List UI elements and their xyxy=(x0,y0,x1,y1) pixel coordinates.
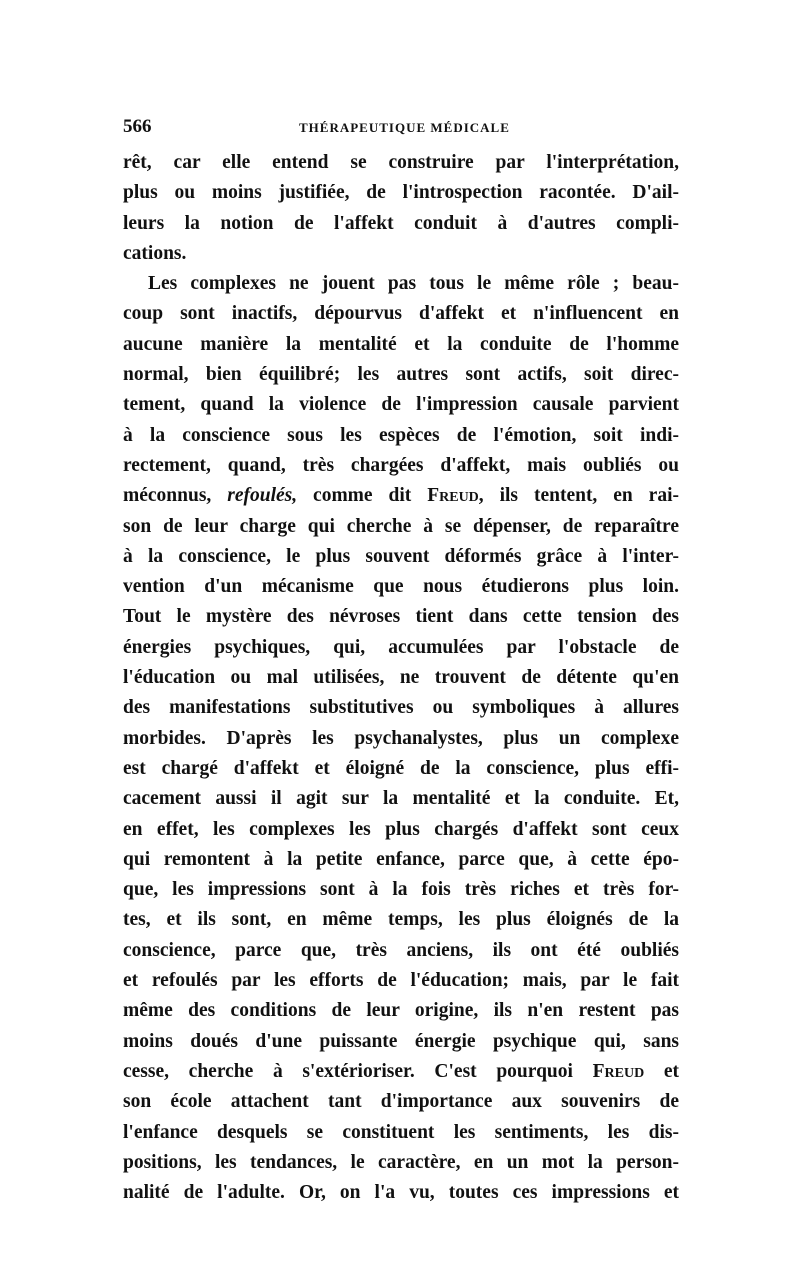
text-line: rêt, car elle entend se construire par l'interprétation, xyxy=(123,152,679,173)
text-line: aucune manière la mentalité et la conduite de l'homme xyxy=(123,333,679,355)
text-line: même des conditions de leur origine, ils n'en restent pas xyxy=(123,1000,679,1022)
text-line: moins doués d'une puissante énergie psychique qui, sans xyxy=(123,1030,679,1052)
text-line: l'éducation ou mal utilisées, ne trouvent de détente qu'en xyxy=(123,667,679,689)
text-line: coup sont inactifs, dépourvus d'affekt et n'influencent en xyxy=(123,303,679,325)
author-name: Freud xyxy=(427,485,479,507)
page-number: 566 xyxy=(123,116,152,137)
text-line: des manifestations substitutives ou symboliques à allures xyxy=(123,697,679,719)
text-line: son école attachent tant d'importance aux souvenirs de xyxy=(123,1091,679,1113)
running-title: THÉRAPEUTIQUE MÉDICALE xyxy=(299,120,510,135)
text-line: vention d'un mécanisme que nous étudierons plus loin. xyxy=(123,576,679,598)
text-line: cations. xyxy=(123,242,187,264)
text-line: positions, les tendances, le caractère, en un mot la person- xyxy=(123,1151,679,1173)
text-line: conscience, parce que, très anciens, ils ont été oubliés xyxy=(123,939,679,961)
text-line: tes, et ils sont, en même temps, les plus éloignés de la xyxy=(123,909,679,931)
page-header xyxy=(123,116,679,138)
text-line: son de leur charge qui cherche à se dépenser, de reparaître xyxy=(123,515,679,537)
text-line: l'enfance desquels se constituent les sentiments, les dis- xyxy=(123,1121,679,1143)
text-line: à la conscience, le plus souvent déformés grâce à l'inter- xyxy=(123,545,679,567)
text-line: morbides. D'après les psychanalystes, plus un complexe xyxy=(123,727,679,749)
text-line: est chargé d'affekt et éloigné de la conscience, plus effi- xyxy=(123,757,679,779)
author-name: Freud xyxy=(592,1060,645,1082)
text-line: tement, quand la violence de l'impression causale parvient xyxy=(123,394,679,416)
text-line: méconnus, refoulés, comme dit Freud, ils tentent, en rai- xyxy=(123,485,679,507)
text-line: cacement aussi il agit sur la mentalité et la conduite. Et, xyxy=(123,788,679,810)
italic-term: refoulés, xyxy=(227,485,298,507)
body-text xyxy=(123,148,679,1208)
text-line: qui remontent à la petite enfance, parce que, à cette épo- xyxy=(123,848,679,870)
text-line: Les complexes ne jouent pas tous le même rôle ; beau- xyxy=(148,273,679,295)
text-line: à la conscience sous les espèces de l'émotion, soit indi- xyxy=(123,424,679,446)
text-line: que, les impressions sont à la fois très riches et très for- xyxy=(123,879,679,901)
text-line: en effet, les complexes les plus chargés d'affekt sont ceux xyxy=(123,818,679,840)
text-line: nalité de l'adulte. Or, on l'a vu, toutes ces impressions et xyxy=(123,1182,679,1204)
text-line: énergies psychiques, qui, accumulées par l'obstacle de xyxy=(123,636,679,658)
text-line: rectement, quand, très chargées d'affekt, mais oubliés ou xyxy=(123,454,679,476)
text-line: et refoulés par les efforts de l'éducation; mais, par le fait xyxy=(123,970,679,992)
text-line: normal, bien équilibré; les autres sont actifs, soit direc- xyxy=(123,364,679,386)
text-line: cesse, cherche à s'extérioriser. C'est pourquoi Freud et xyxy=(123,1060,679,1082)
text-line: Tout le mystère des névroses tient dans cette tension des xyxy=(123,606,679,628)
text-line: plus ou moins justifiée, de l'introspection racontée. D'ail- xyxy=(123,182,679,204)
text-line: leurs la notion de l'affekt conduit à d'autres compli- xyxy=(123,212,679,234)
